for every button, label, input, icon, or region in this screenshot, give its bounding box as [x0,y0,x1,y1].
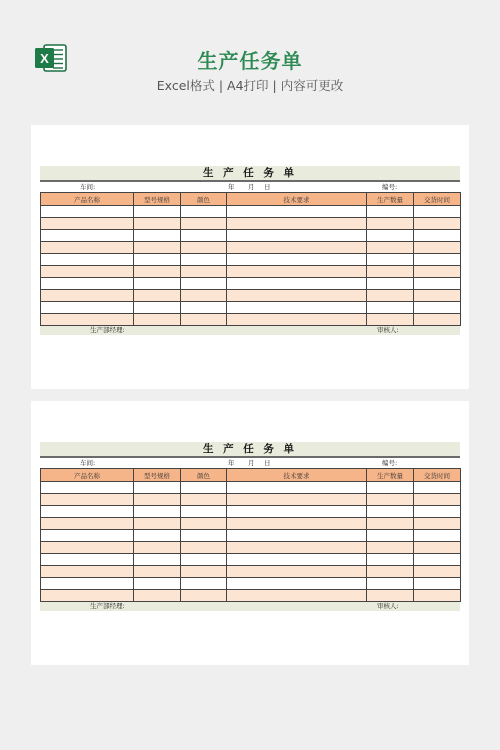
workshop-label: 车间: [80,183,96,191]
table-cell[interactable] [41,314,134,326]
table-header-row [41,469,461,482]
table-cell[interactable] [41,590,134,602]
table-cell[interactable] [134,482,181,494]
table-cell[interactable] [227,518,367,530]
task-sheet [40,442,460,611]
table-cell[interactable] [41,566,134,578]
table-cell[interactable] [181,578,227,590]
table-cell[interactable] [367,242,414,254]
workshop-label: 车间: [80,459,96,467]
table-cell[interactable] [134,554,181,566]
signature-row [40,326,460,335]
table-cell[interactable] [367,578,414,590]
table-cell[interactable] [367,554,414,566]
table-cell[interactable] [134,254,181,266]
table-row [41,542,461,554]
preview-card-2 [31,401,469,665]
month-label: 月 [248,183,255,191]
table-row [41,482,461,494]
table-cell[interactable] [367,206,414,218]
table-cell[interactable] [367,290,414,302]
table-cell[interactable] [181,494,227,506]
table-cell[interactable] [414,302,461,314]
table-cell[interactable] [367,314,414,326]
table-cell[interactable] [181,266,227,278]
column-header: 颜色 [181,469,227,482]
table-cell[interactable] [414,518,461,530]
table-cell[interactable] [134,278,181,290]
table-cell[interactable] [134,518,181,530]
table-cell[interactable] [367,530,414,542]
sheet-title: 生 产 任 务 单 [40,442,460,456]
table-row [41,566,461,578]
table-cell[interactable] [41,518,134,530]
column-header: 交货时间 [414,469,461,482]
excel-logo-letter: X [40,51,49,66]
table-cell[interactable] [134,578,181,590]
table-row [41,302,461,314]
table-cell[interactable] [181,206,227,218]
table-cell[interactable] [414,314,461,326]
manager-label: 生产部经理: [90,326,125,334]
table-cell[interactable] [181,278,227,290]
table-cell[interactable] [367,518,414,530]
table-cell[interactable] [414,554,461,566]
column-header: 产品名称 [41,193,134,206]
table-cell[interactable] [227,278,367,290]
task-table [40,192,461,326]
table-row [41,242,461,254]
table-cell[interactable] [414,530,461,542]
table-cell[interactable] [414,482,461,494]
table-cell[interactable] [181,482,227,494]
year-label: 年 [228,183,235,191]
table-cell[interactable] [134,566,181,578]
table-cell[interactable] [367,542,414,554]
year-label: 年 [228,459,235,467]
table-cell[interactable] [227,590,367,602]
table-cell[interactable] [134,542,181,554]
table-cell[interactable] [227,218,367,230]
table-cell[interactable] [181,242,227,254]
sheet-title: 生 产 任 务 单 [40,166,460,180]
reviewer-label: 审核人: [377,602,399,610]
table-cell[interactable] [181,542,227,554]
table-cell[interactable] [414,578,461,590]
table-cell[interactable] [181,506,227,518]
table-cell[interactable] [134,242,181,254]
table-row [41,530,461,542]
table-row [41,578,461,590]
table-cell[interactable] [134,590,181,602]
table-cell[interactable] [414,566,461,578]
table-cell[interactable] [41,506,134,518]
table-cell[interactable] [414,278,461,290]
table-cell[interactable] [134,506,181,518]
info-row [40,458,460,468]
table-cell[interactable] [181,554,227,566]
table-cell[interactable] [41,578,134,590]
table-cell[interactable] [181,302,227,314]
table-cell[interactable] [227,266,367,278]
column-header: 交货时间 [414,193,461,206]
table-cell[interactable] [134,530,181,542]
table-cell[interactable] [181,518,227,530]
column-header: 产品名称 [41,469,134,482]
reviewer-label: 审核人: [377,326,399,334]
table-cell[interactable] [414,266,461,278]
table-cell[interactable] [134,290,181,302]
preview-card-1 [31,125,469,389]
table-cell[interactable] [41,254,134,266]
table-cell[interactable] [134,266,181,278]
table-row [41,518,461,530]
table-row [41,554,461,566]
column-header: 生产数量 [367,469,414,482]
table-cell[interactable] [414,218,461,230]
table-cell[interactable] [414,254,461,266]
table-cell[interactable] [134,302,181,314]
table-cell[interactable] [414,494,461,506]
table-cell[interactable] [41,302,134,314]
table-row [41,314,461,326]
table-cell[interactable] [227,554,367,566]
table-cell[interactable] [227,242,367,254]
table-cell[interactable] [41,206,134,218]
column-header: 型号规格 [134,469,181,482]
table-cell[interactable] [367,278,414,290]
table-cell[interactable] [134,494,181,506]
manager-label: 生产部经理: [90,602,125,610]
table-cell[interactable] [414,242,461,254]
number-label: 编号: [382,183,398,191]
table-cell[interactable] [227,314,367,326]
info-row [40,182,460,192]
column-header: 型号规格 [134,193,181,206]
month-label: 月 [248,459,255,467]
table-cell[interactable] [134,206,181,218]
table-cell[interactable] [367,266,414,278]
table-cell[interactable] [134,218,181,230]
table-cell[interactable] [227,542,367,554]
table-row [41,254,461,266]
table-row [41,230,461,242]
table-cell[interactable] [367,230,414,242]
table-row [41,590,461,602]
table-cell[interactable] [41,218,134,230]
table-cell[interactable] [414,206,461,218]
table-cell[interactable] [181,290,227,302]
table-cell[interactable] [227,566,367,578]
table-cell[interactable] [41,290,134,302]
table-cell[interactable] [367,590,414,602]
table-cell[interactable] [41,542,134,554]
table-cell[interactable] [181,566,227,578]
table-cell[interactable] [41,530,134,542]
table-cell[interactable] [227,206,367,218]
column-header: 技术要求 [227,193,367,206]
table-cell[interactable] [414,290,461,302]
table-row [41,266,461,278]
table-cell[interactable] [367,566,414,578]
table-cell[interactable] [367,482,414,494]
table-row [41,206,461,218]
table-cell[interactable] [181,254,227,266]
table-cell[interactable] [41,266,134,278]
table-cell[interactable] [227,578,367,590]
table-cell[interactable] [367,506,414,518]
table-cell[interactable] [367,254,414,266]
page-subtitle: Excel格式 | A4打印 | 内容可更改 [156,78,344,93]
page-header [0,0,500,110]
table-cell[interactable] [41,278,134,290]
column-header: 生产数量 [367,193,414,206]
table-cell[interactable] [41,230,134,242]
table-cell[interactable] [227,254,367,266]
table-cell[interactable] [414,506,461,518]
table-cell[interactable] [134,314,181,326]
column-header: 颜色 [181,193,227,206]
task-table [40,468,461,602]
table-cell[interactable] [41,242,134,254]
table-cell[interactable] [181,230,227,242]
table-header-row [41,193,461,206]
table-row [41,506,461,518]
table-cell[interactable] [367,218,414,230]
table-cell[interactable] [367,494,414,506]
table-row [41,494,461,506]
table-row [41,278,461,290]
table-cell[interactable] [134,230,181,242]
table-cell[interactable] [367,302,414,314]
table-cell[interactable] [41,494,134,506]
table-row [41,218,461,230]
table-cell[interactable] [414,230,461,242]
day-label: 日 [264,459,271,467]
table-cell[interactable] [227,494,367,506]
table-cell[interactable] [227,290,367,302]
table-cell[interactable] [227,482,367,494]
task-sheet [40,166,460,335]
table-cell[interactable] [227,302,367,314]
table-cell[interactable] [414,542,461,554]
table-cell[interactable] [181,590,227,602]
number-label: 编号: [382,459,398,467]
table-cell[interactable] [181,530,227,542]
table-cell[interactable] [41,554,134,566]
table-cell[interactable] [181,314,227,326]
page-title: 生产任务单 [197,49,303,73]
signature-row [40,602,460,611]
day-label: 日 [264,183,271,191]
table-cell[interactable] [414,590,461,602]
table-cell[interactable] [227,530,367,542]
table-row [41,290,461,302]
table-cell[interactable] [41,482,134,494]
table-cell[interactable] [181,218,227,230]
table-cell[interactable] [227,230,367,242]
column-header: 技术要求 [227,469,367,482]
table-cell[interactable] [227,506,367,518]
